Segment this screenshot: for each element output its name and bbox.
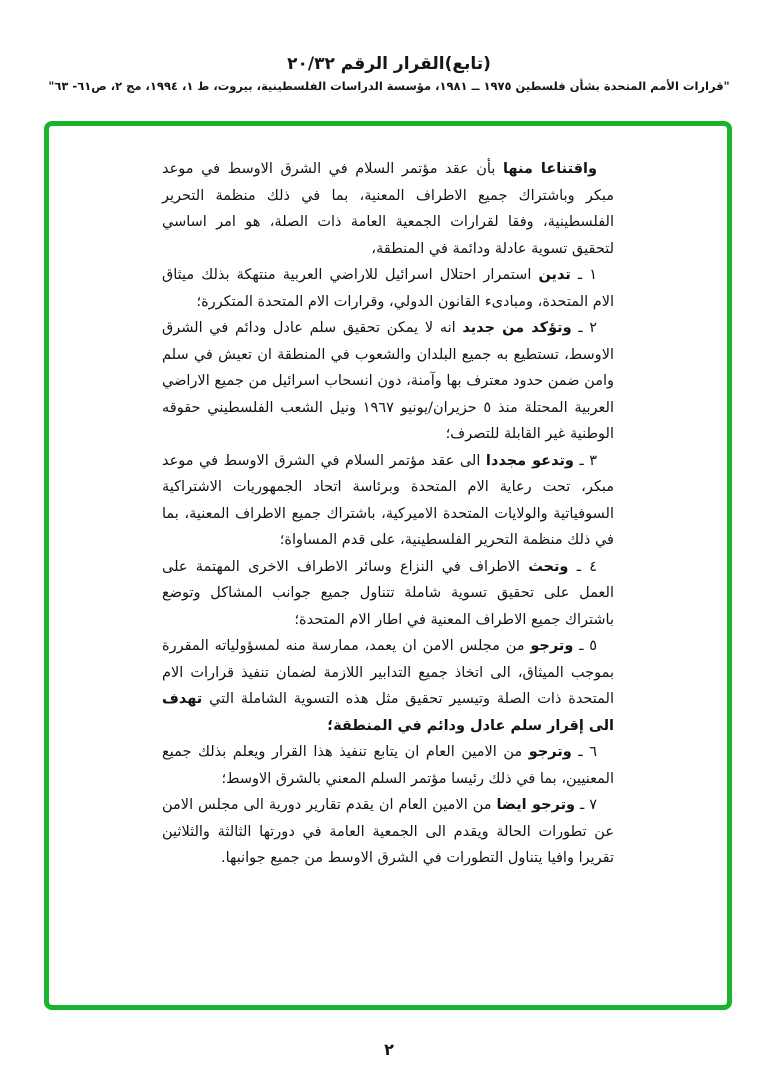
item-number: ١ ـ (577, 267, 598, 283)
item-text: من مجلس الامن ان يعمد، ممارسة منه لمسؤولياته المقررة بموجب الميثاق، الى اتخاذ جميع التدابير اللازمة لضمان تنفيذ قرارات الام المتحدة ذات الصلة وتيسير تحقيق مثل هذه التسوية الشاملة التي (162, 638, 614, 707)
item-bold-tail: تهدف الى إقرار سلم عادل ودائم في المنطقة؛ (162, 691, 614, 734)
item-lead: وترجو (528, 744, 572, 760)
resolution-item (162, 554, 614, 634)
item-text: من الامين العام ان يتابع تنفيذ هذا القرار ويعلم بذلك جميع المعنيين، بما في ذلك رئيسا مؤتمر السلم المعني بالشرق الاوسط؛ (162, 744, 614, 787)
preamble-lead: واقتناعا منها (502, 161, 597, 177)
item-lead: تدين (538, 267, 571, 283)
item-number: ٣ ـ (579, 452, 598, 469)
resolution-items (162, 262, 614, 872)
item-number: ٢ ـ (578, 320, 598, 336)
preamble-paragraph (162, 156, 614, 262)
resolution-item (162, 262, 614, 315)
item-lead: وتؤكد من جديد (462, 320, 572, 336)
content-frame (44, 121, 732, 1010)
page-number: ٢ (384, 1040, 394, 1059)
item-text: استمرار احتلال اسرائيل للاراضي العربية منتهكة بذلك ميثاق الام المتحدة، ومبادىء القانون الدولي، وقرارات الام المتحدة المتكررة؛ (162, 267, 614, 310)
resolution-title: (تابع)القرار الرقم ٢٠/٣٢ (287, 54, 491, 74)
item-text: من الامين العام ان يقدم تقارير دورية الى مجلس الامن عن تطورات الحالة ويقدم الى الجمعية العامة في دورتها الثالثة والثلاثين تقريرا وافيا يتناول التطورات في الشرق الاوسط من جميع جوانبها. (162, 797, 614, 866)
resolution-body (162, 156, 614, 872)
item-lead: وتحث (528, 558, 569, 575)
item-number: ٥ ـ (579, 638, 598, 654)
resolution-item (162, 739, 614, 792)
resolution-item (162, 315, 614, 448)
resolution-item (162, 448, 614, 554)
item-text: انه لا يمكن تحقيق سلم عادل ودائم في الشرق الاوسط، تستطيع به جميع البلدان والشعوب في المنطقة ان تعيش في سلم وامن ضمن حدود معترف بها وآمنة، دون انسحاب اسرائيل من جميع الاراضي العربية المحتلة منذ ٥ حزيران/يونيو ١٩٦٧ ونيل الشعب الفلسطيني حقوقه الوطنية غير القابلة للتصرف؛ (162, 320, 614, 442)
item-number: ٤ ـ (576, 558, 598, 575)
item-number: ٦ ـ (578, 744, 597, 760)
item-text: الاطراف في النزاع وسائر الاطراف الاخرى المهتمة على العمل على تحقيق تسوية شاملة تتناول جميع جوانب المشاكل وتوضع باشتراك جميع الاطراف المعنية في اطار الام المتحدة؛ (162, 558, 614, 628)
page-header (0, 54, 778, 93)
item-text: الى عقد مؤتمر السلام في الشرق الاوسط في موعد مبكر، تحت رعاية الام المتحدة وبرئاسة اتحاد الجمهوريات الاشتراكية السوفياتية والولايات المتحدة الاميركية، باشتراك جميع الاطراف المعنية، بما في ذلك منظمة التحرير الفلسطينية، على قدم المساواة؛ (162, 452, 614, 548)
preamble-text: بأن عقد مؤتمر السلام في الشرق الاوسط في موعد مبكر وباشتراك جميع الاطراف المعنية، بما في ذلك منظمة التحرير الفلسطينية، وفقا لقرارات الجمعية العامة ذات الصلة، هو امر اساسي لتحقيق تسوية عادلة ودائمة في المنطقة، (162, 161, 614, 257)
item-number: ٧ ـ (580, 797, 598, 813)
citation-line: "قرارات الأمم المتحدة بشأن فلسطين ١٩٧٥ ــ ١٩٨١، مؤسسة الدراسات الفلسطينية، بيروت، ط ١، ١٩٩٤، مج ٢، ص٦١- ٦٣" (48, 79, 730, 93)
resolution-item (162, 633, 614, 739)
resolution-item (162, 792, 614, 872)
item-lead: وترجو (530, 638, 574, 654)
item-lead: وتدعو مجددا (485, 452, 574, 469)
item-lead: وترجو ايضا (496, 797, 576, 813)
